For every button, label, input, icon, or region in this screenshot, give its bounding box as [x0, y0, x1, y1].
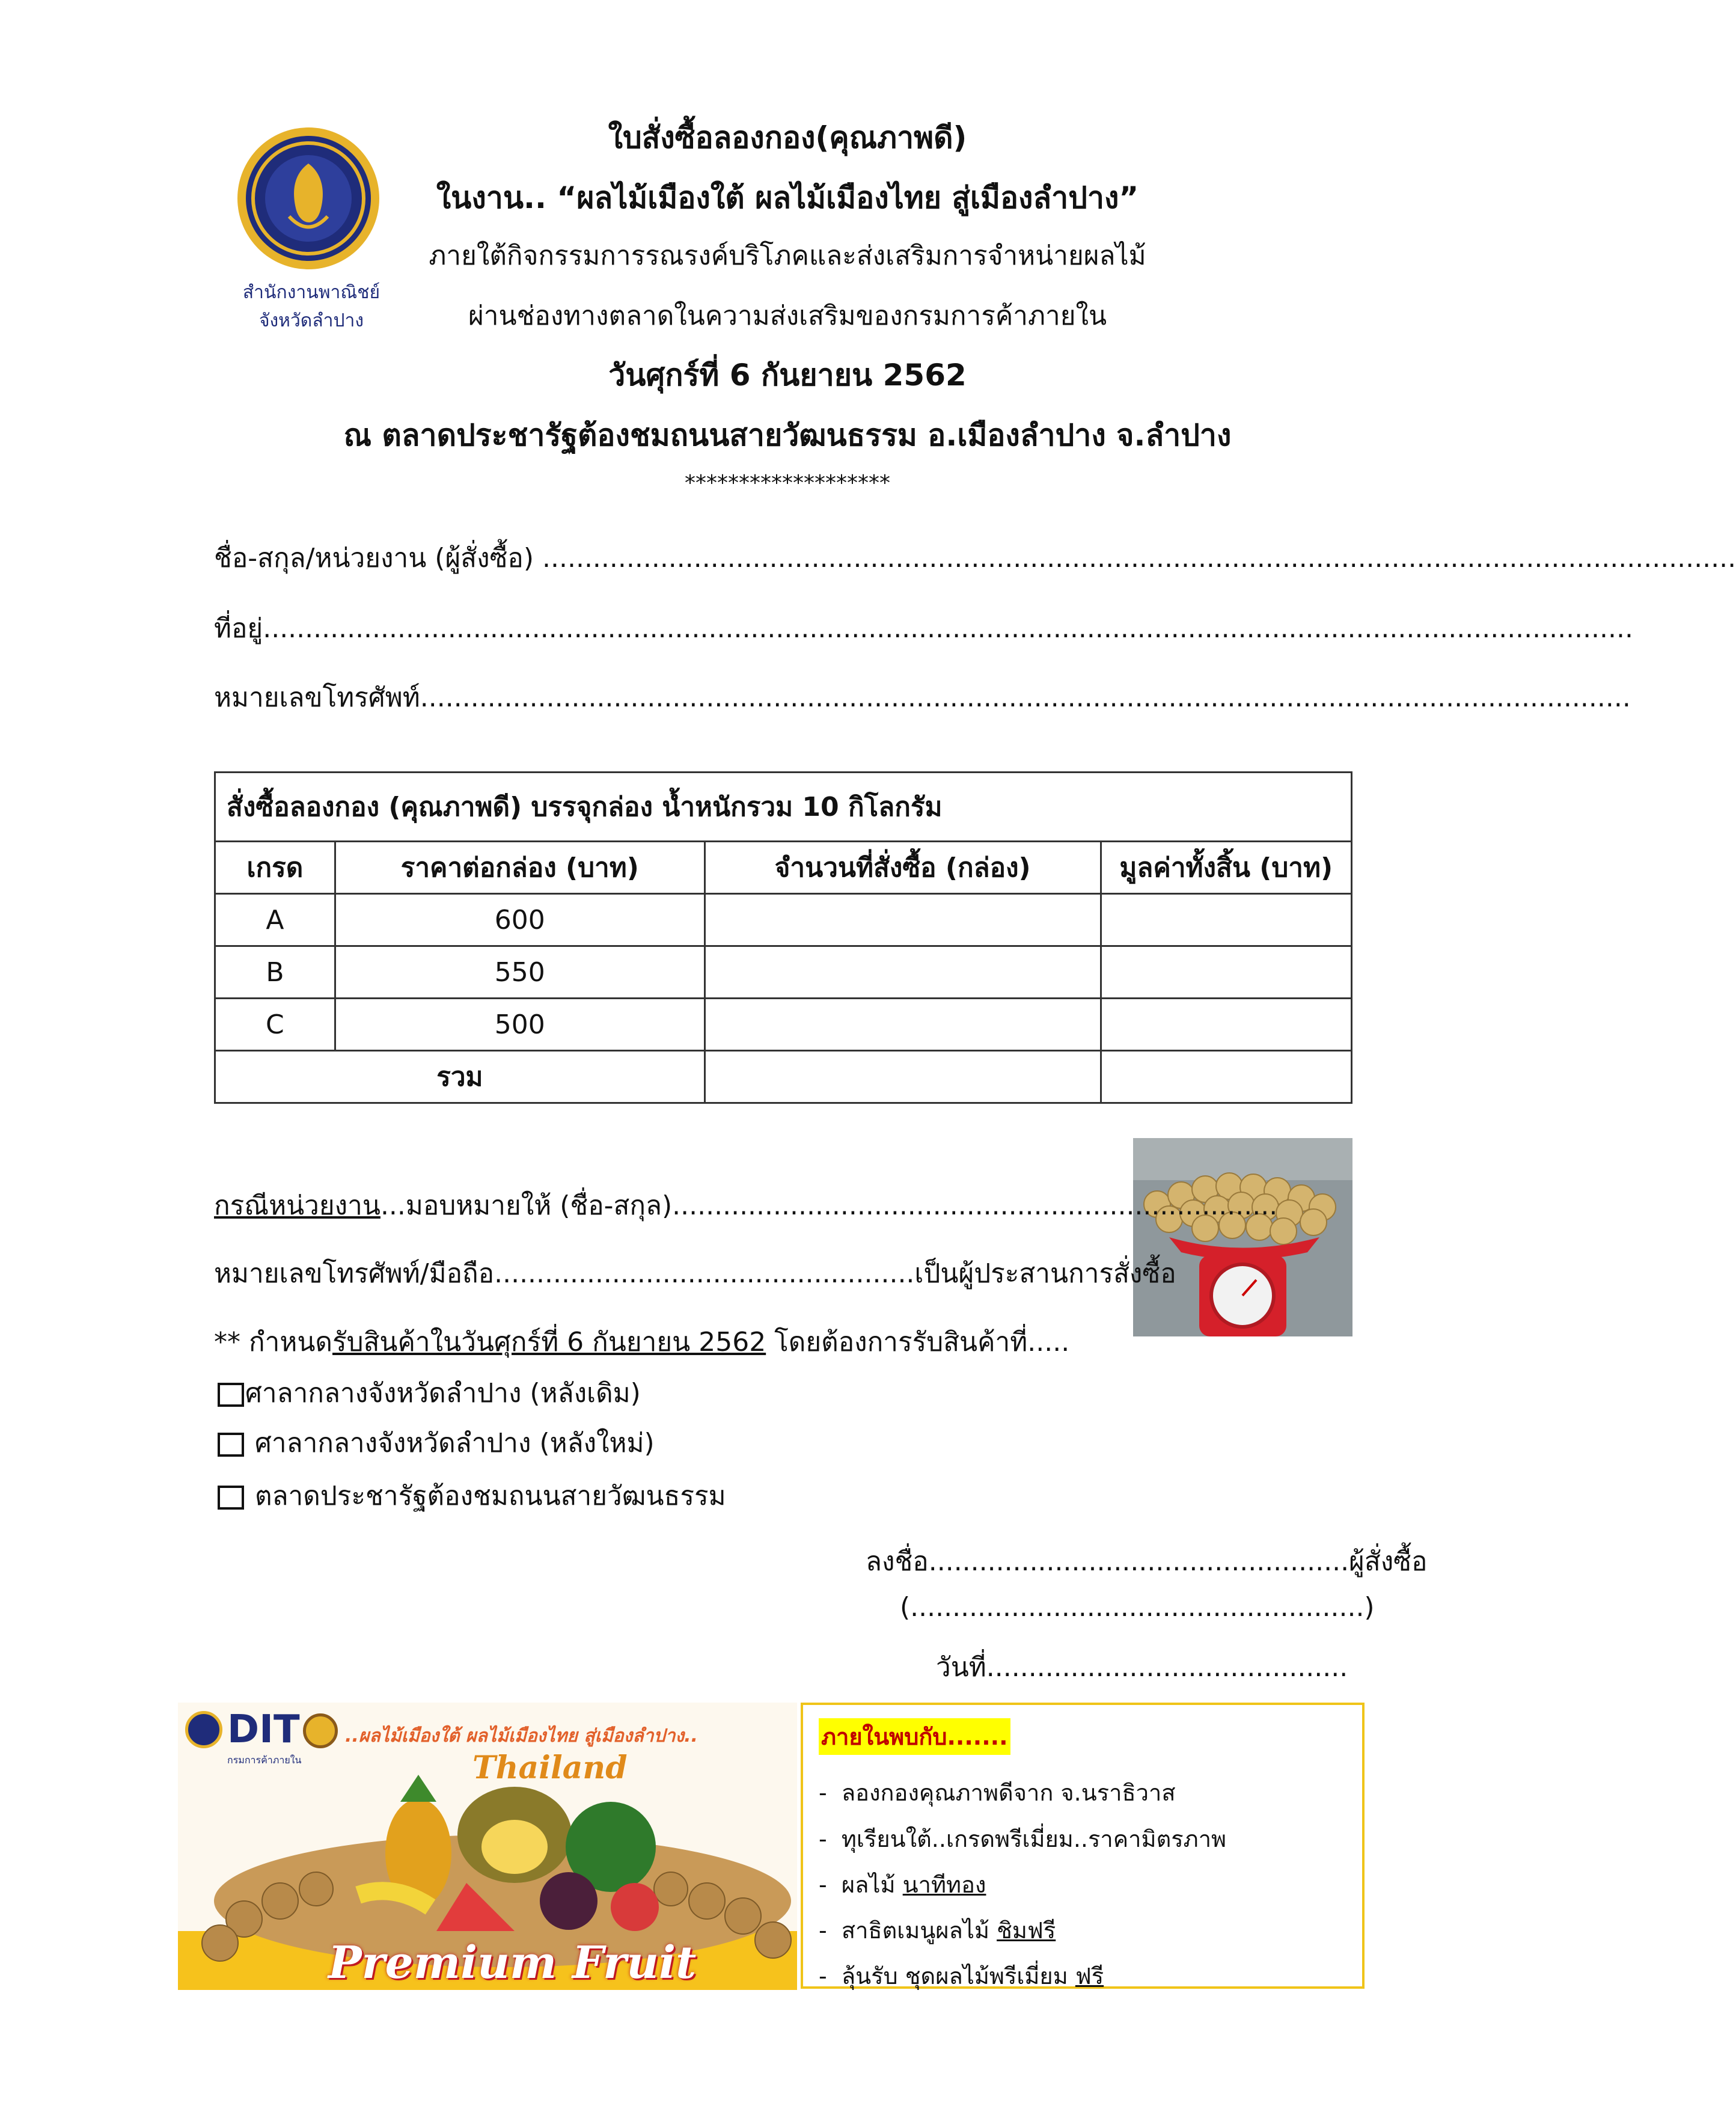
provincial-seal-logo — [236, 126, 381, 271]
total-value-cell[interactable] — [1101, 1051, 1351, 1103]
table-total-row — [215, 1051, 1352, 1103]
phone-label: หมายเลขโทรศัพท์ — [214, 682, 420, 713]
pickup-option-label: ศาลากลางจังหวัดลำปาง (หลังใหม่) — [255, 1428, 655, 1459]
address-label: ที่อยู่ — [214, 613, 263, 644]
separator-stars: ******************* — [685, 471, 890, 495]
delegate-line — [214, 1184, 1277, 1226]
grade-cell: C — [215, 999, 335, 1051]
signature-line[interactable]: ลงชื่อ..................................................ผู้สั่งซื้อ — [866, 1546, 1428, 1577]
pickup-option[interactable] — [218, 1422, 655, 1464]
price-cell: 600 — [335, 894, 704, 946]
price-cell: 550 — [335, 946, 704, 999]
highlight-underlined: ชิมฟรี — [997, 1917, 1056, 1944]
highlight-text: ลองกองคุณภาพดีจาก จ.นราธิวาส — [841, 1780, 1176, 1806]
price-cell: 500 — [335, 999, 704, 1051]
highlight-item: - ลุ้นรับ ชุดผลไม้พรีเมี่ยม ฟรี — [819, 1963, 1104, 1989]
premium-fruit-banner — [178, 1703, 797, 1990]
event-name: ในงาน.. “ผลไม้เมืองใต้ ผลไม้เมืองไทย สู่เมืองลำปาง” — [436, 180, 1139, 215]
header-grade: เกรด — [215, 842, 335, 894]
subtitle-line2: ผ่านช่องทางตลาดในความส่งเสริมของกรมการค้าภายใน — [468, 301, 1107, 331]
value-cell[interactable] — [1101, 894, 1351, 946]
order-table — [214, 771, 1352, 1104]
banner-slogan: ..ผลไม้เมืองใต้ ผลไม้เมืองไทย สู่เมืองลำปาง.. — [345, 1725, 698, 1746]
table-header-row — [215, 842, 1352, 894]
buyer-name-label: ชื่อ-สกุล/หน่วยงาน (ผู้สั่งซื้อ) — [214, 543, 543, 574]
pickup-checkbox[interactable] — [218, 1486, 244, 1510]
total-quantity-cell[interactable] — [704, 1051, 1101, 1103]
phone-line — [214, 676, 1631, 718]
value-cell[interactable] — [1101, 999, 1351, 1051]
delegate-case-label: กรณีหน่วยงาน — [214, 1190, 381, 1221]
header-quantity: จำนวนที่สั่งซื้อ (กล่อง) — [704, 842, 1101, 894]
seal-caption-line1: สำนักงานพาณิชย์ — [242, 282, 381, 303]
highlight-text: ทุเรียนใต้..เกรดพรีเมี่ยม..ราคามิตรภาพ — [841, 1826, 1227, 1852]
highlight-text: ผลไม้ — [841, 1872, 903, 1898]
buyer-name-line — [214, 537, 1736, 579]
signature-name-line[interactable]: (......................................................) — [900, 1592, 1375, 1623]
highlights-box — [801, 1703, 1365, 1989]
address-field[interactable]: ................................................................................................................................................................... — [263, 613, 1633, 644]
banner-premium-fruit: Premium Fruit — [328, 1937, 697, 1989]
pickup-option[interactable] — [218, 1475, 726, 1517]
phone-field[interactable]: ................................................................................................................................................ — [420, 682, 1631, 713]
pickup-checkbox[interactable] — [218, 1383, 244, 1407]
table-caption: สั่งซื้อลองกอง (คุณภาพดี) บรรจุกล่อง น้ำหนักรวม 10 กิโลกรัม — [215, 773, 1352, 842]
dit-logo: DIT — [227, 1707, 300, 1752]
quantity-cell[interactable] — [704, 894, 1101, 946]
signature-date-line[interactable]: วันที่........................................... — [936, 1652, 1348, 1683]
highlight-item: - สาธิตเมนูผลไม้ ชิมฟรี — [819, 1917, 1056, 1944]
highlight-text: ลุ้นรับ ชุดผลไม้พรีเมี่ยม — [841, 1963, 1075, 1989]
highlight-underlined: ฟรี — [1075, 1963, 1104, 1989]
pickup-instruction — [214, 1321, 1069, 1363]
grade-cell: B — [215, 946, 335, 999]
delegate-name-field[interactable]: ...มอบหมายให้ (ชื่อ-สกุล)........................................................................ — [380, 1190, 1278, 1221]
pickup-suffix: โดยต้องการรับสินค้าที่..... — [766, 1327, 1070, 1358]
coordinator-phone-line[interactable]: หมายเลขโทรศัพท์/มือถือ..................................................เป็นผู้ประสานการสั่งซื้อ — [214, 1258, 1176, 1289]
longkong-scale-photo — [1133, 1138, 1352, 1336]
subtitle-line1: ภายใต้กิจกรรมการรณรงค์บริโภคและส่งเสริมการจำหน่ายผลไม้ — [429, 240, 1146, 271]
highlight-item: - ผลไม้ นาทีทอง — [819, 1872, 986, 1898]
document-title: ใบสั่งซื้อลองกอง(คุณภาพดี) — [608, 120, 967, 155]
value-cell[interactable] — [1101, 946, 1351, 999]
banner-seal-icon — [185, 1711, 222, 1748]
highlights-title: ภายในพบกับ....... — [819, 1718, 1010, 1755]
dit-caption: กรมการค้าภายใน — [227, 1754, 302, 1766]
pickup-checkbox[interactable] — [218, 1433, 244, 1457]
buyer-name-field[interactable]: .............................................................................................................................................. — [542, 543, 1736, 574]
banner-thailand-script: Thailand — [472, 1749, 628, 1786]
quantity-cell[interactable] — [704, 999, 1101, 1051]
table-caption-row — [215, 773, 1352, 842]
seal-caption-line2: จังหวัดลำปาง — [258, 310, 364, 331]
highlight-underlined: นาทีทอง — [902, 1872, 986, 1898]
banner-lampang-logo-icon — [303, 1713, 338, 1748]
highlight-item: - ทุเรียนใต้..เกรดพรีเมี่ยม..ราคามิตรภาพ — [819, 1826, 1227, 1852]
header-total-value: มูลค่าทั้งสิ้น (บาท) — [1101, 842, 1351, 894]
pickup-prefix: ** กำหนด — [214, 1327, 332, 1358]
header-price: ราคาต่อกล่อง (บาท) — [335, 842, 704, 894]
pickup-option-label: ตลาดประชารัฐต้องชมถนนสายวัฒนธรรม — [255, 1481, 726, 1511]
pickup-option[interactable] — [218, 1372, 641, 1414]
event-venue: ณ ตลาดประชารัฐต้องชมถนนสายวัฒนธรรม อ.เมืองลำปาง จ.ลำปาง — [343, 418, 1232, 453]
table-row — [215, 894, 1352, 946]
pickup-option-label: ศาลากลางจังหวัดลำปาง (หลังเดิม) — [245, 1378, 641, 1409]
table-row — [215, 999, 1352, 1051]
quantity-cell[interactable] — [704, 946, 1101, 999]
event-date: วันศุกร์ที่ 6 กันยายน 2562 — [608, 358, 967, 393]
grade-cell: A — [215, 894, 335, 946]
highlight-item: - ลองกองคุณภาพดีจาก จ.นราธิวาส — [819, 1780, 1176, 1806]
pickup-date: รับสินค้าในวันศุกร์ที่ 6 กันยายน 2562 — [332, 1327, 766, 1358]
highlight-text: สาธิตเมนูผลไม้ — [841, 1917, 997, 1944]
address-line — [214, 607, 1633, 649]
total-label: รวม — [215, 1051, 705, 1103]
table-row — [215, 946, 1352, 999]
